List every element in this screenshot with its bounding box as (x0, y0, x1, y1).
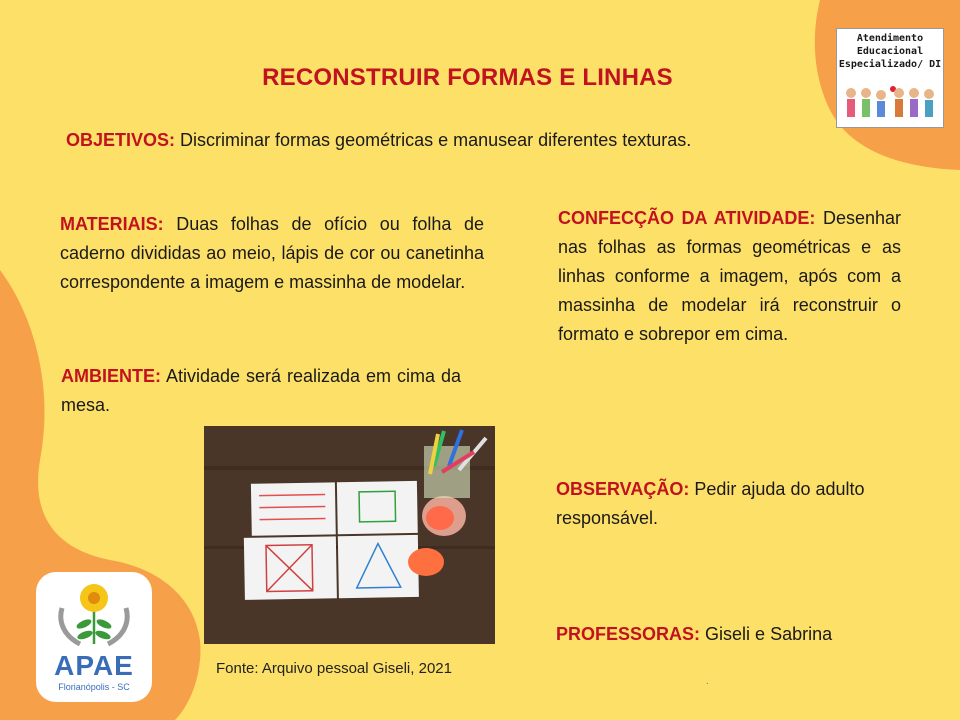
ambiente-text: Atividade será realizada em cima da mesa. (61, 366, 461, 415)
observacao-section (556, 475, 926, 533)
activity-photo (204, 426, 495, 644)
professoras-section (556, 620, 926, 649)
apae-name: APAE (54, 650, 134, 681)
photo-caption: Fonte: Arquivo pessoal Giseli, 2021 (216, 660, 452, 677)
confeccao-section (558, 204, 901, 349)
professoras-label: PROFESSORAS: (556, 624, 701, 644)
materiais-section (60, 210, 484, 297)
children-illustration (841, 83, 939, 123)
badge-line2: Educacional (856, 46, 924, 57)
objetivos-section (66, 126, 806, 155)
confeccao-label: CONFECÇÃO DA ATIVIDADE: (558, 208, 816, 228)
confeccao-text: Desenhar nas folhas as formas geométricas e as linhas conforme a imagem, após com a massinha de modelar irá reconstruir o formato e sobrepor em cima. (558, 208, 901, 344)
materiais-text: Duas folhas de ofício ou folha de caderno divididas ao meio, lápis de cor ou canetinha correspondente a imagem e massinha de modelar. (60, 214, 484, 292)
objetivos-label: OBJETIVOS: (66, 130, 176, 150)
apae-logo (36, 572, 152, 702)
ambiente-section (61, 362, 461, 420)
apae-city: Florianópolis - SC (58, 682, 130, 692)
ambiente-label: AMBIENTE: (61, 366, 161, 386)
objetivos-text: Discriminar formas geométricas e manusear diferentes texturas. (180, 130, 692, 150)
observacao-label: OBSERVAÇÃO: (556, 479, 690, 499)
badge-line3: Especializado/ DI (838, 59, 942, 70)
observacao-text: Pedir ajuda do adulto responsável. (556, 479, 865, 528)
page-title: RECONSTRUIR FORMAS E LINHAS (262, 64, 673, 91)
flower-hands-icon (54, 578, 134, 650)
professoras-text: Giseli e Sabrina (705, 624, 833, 644)
footer-dot: . (706, 676, 709, 687)
badge-line1: Atendimento (856, 33, 924, 44)
materiais-label: MATERIAIS: (60, 214, 164, 234)
aee-badge (836, 28, 944, 128)
